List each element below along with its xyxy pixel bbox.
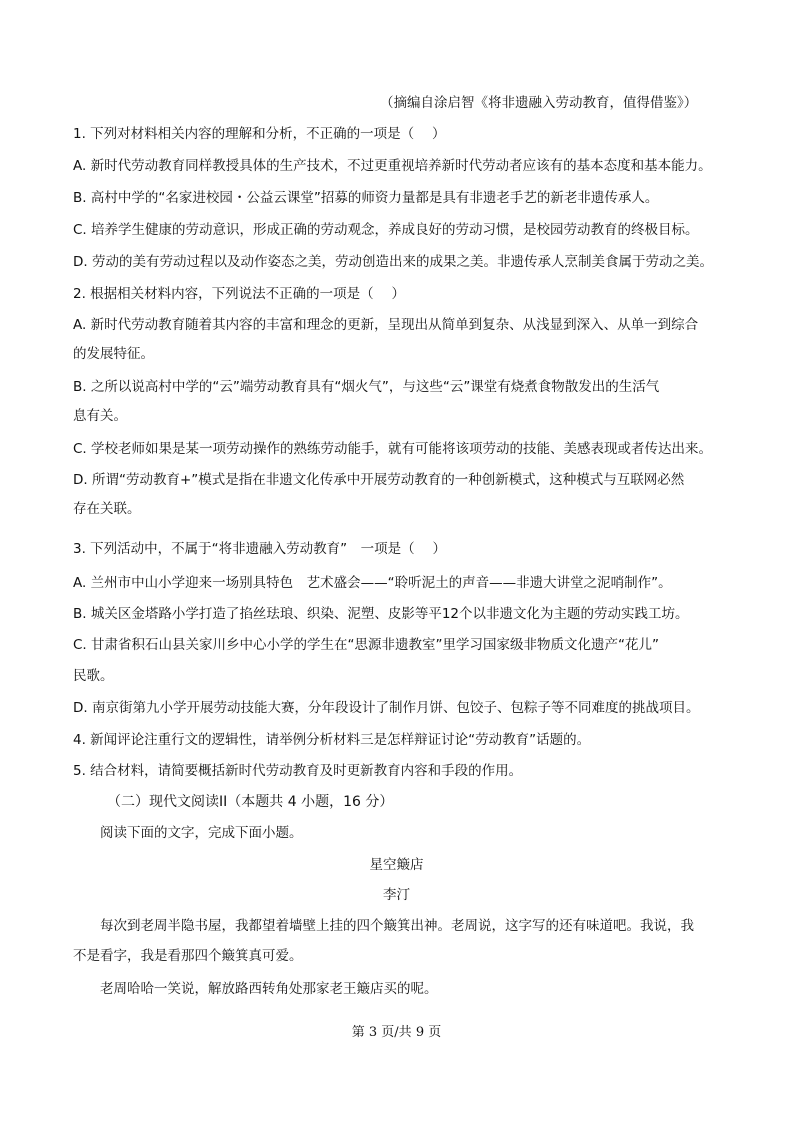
question-2-option-a-line2: 的发展特征。 xyxy=(73,346,154,362)
article-paragraph-2: 老周哈哈一笑说，解放路西转角处那家老王簸店买的呢。 xyxy=(100,981,438,997)
question-1-option-c: C. 培养学生健康的劳动意识，形成正确的劳动观念，养成良好的劳动习惯，是校园劳动教育的终极目标。 xyxy=(73,222,699,238)
article-paragraph-1-line2: 不是看字，我是看那四个簸箕真可爱。 xyxy=(73,948,303,964)
question-5: 5. 结合材料，请简要概括新时代劳动教育及时更新教育内容和手段的作用。 xyxy=(73,763,523,779)
question-3-option-c-line1: C. 甘肃省积石山县关家川乡中心小学的学生在“思源非遗教室”里学习国家级非物质文化遗产“花儿” xyxy=(73,637,659,653)
question-1-option-a: A. 新时代劳动教育同样教授具体的生产技术，不过更重视培养新时代劳动者应该有的基本态度和基本能力。 xyxy=(73,158,712,174)
question-2-option-d-line2: 存在关联。 xyxy=(73,501,141,517)
question-1-option-d: D. 劳动的美有劳动过程以及动作姿态之美，劳动创造出来的成果之美。非遗传承人烹制美食属于劳动之美。 xyxy=(73,254,713,270)
source-note: （摘编自涂启智《将非遗融入劳动教育，值得借鉴》） xyxy=(380,95,698,111)
question-2-option-b-line1: B. 之所以说高村中学的“云”端劳动教育具有“烟火气”，与这些“云”课堂有烧煮食物散发出的生活气 xyxy=(73,379,660,395)
article-author: 李汀 xyxy=(383,887,410,903)
question-4: 4. 新闻评论注重行文的逻辑性，请举例分析材料三是怎样辩证讨论“劳动教育”话题的。 xyxy=(73,732,591,748)
section-instruction: 阅读下面的文字，完成下面小题。 xyxy=(100,825,303,841)
question-3-option-a: A. 兰州市中山小学迎来一场别具特色 艺术盛会——“聆听泥土的声音——非遗大讲堂之泥哨制作”。 xyxy=(73,575,672,591)
question-2-option-c: C. 学校老师如果是某一项劳动操作的熟练劳动能手，就有可能将该项劳动的技能、美感表现或者传达出来。 xyxy=(73,441,713,457)
article-paragraph-1-line1: 每次到老周半隐书屋，我都望着墙壁上挂的四个簸箕出神。老周说，这字写的还有味道吧。我说，我 xyxy=(100,918,694,934)
question-2-option-b-line2: 息有关。 xyxy=(73,408,127,424)
article-title: 星空簸店 xyxy=(369,857,424,873)
page-footer: 第 3 页/共 9 页 xyxy=(351,1025,442,1040)
question-3-stem: 3. 下列活动中，不属于“将非遗融入劳动教育” 一项是（ ） xyxy=(73,541,446,557)
question-3-option-b: B. 城关区金塔路小学打造了掐丝珐琅、织染、泥塑、皮影等平12个以非遗文化为主题的劳动实践工坊。 xyxy=(73,606,689,622)
question-2-option-d-line1: D. 所谓“劳动教育+”模式是指在非遗文化传承中开展劳动教育的一种创新模式，这种模式与互联网必然 xyxy=(73,472,685,488)
question-3-option-c-line2: 民歌。 xyxy=(73,668,114,684)
section-heading: （二）现代文阅读II（本题共 4 小题，16 分） xyxy=(107,794,394,810)
question-2-option-a-line1: A. 新时代劳动教育随着其内容的丰富和理念的更新，呈现出从简单到复杂、从浅显到深入、从单一到综合 xyxy=(73,317,699,333)
question-1-option-b: B. 高村中学的“名家进校园・公益云课堂”招募的师资力量都是具有非遗老手艺的新老非遗传承人。 xyxy=(73,190,659,206)
question-2-stem: 2. 根据相关材料内容，下列说法不正确的一项是（ ） xyxy=(73,286,405,302)
question-1-stem: 1. 下列对材料相关内容的理解和分析，不正确的一项是（ ） xyxy=(73,126,446,142)
question-3-option-d: D. 南京街第九小学开展劳动技能大赛，分年段设计了制作月饼、包饺子、包粽子等不同难度的挑战项目。 xyxy=(73,700,700,716)
